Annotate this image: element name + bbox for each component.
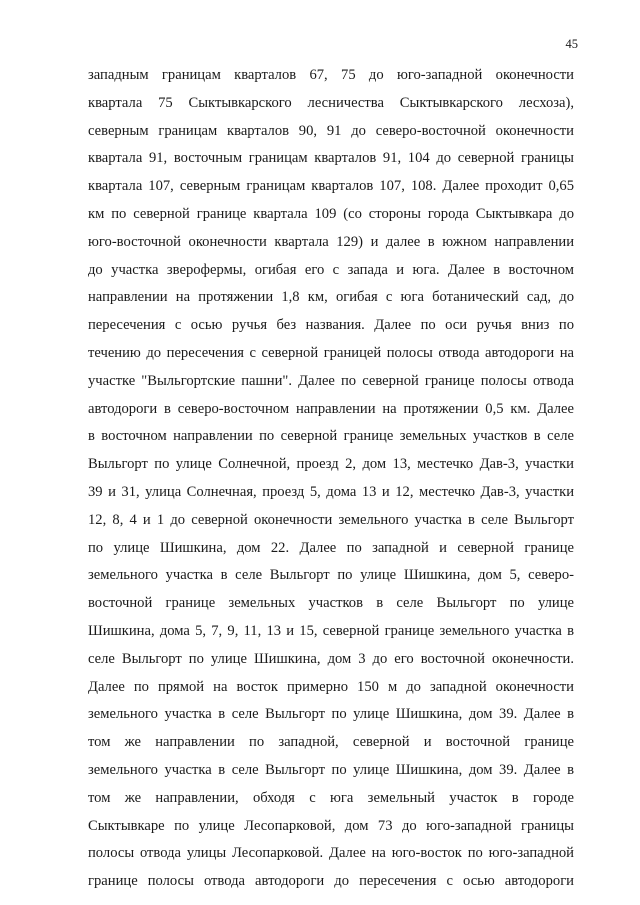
text-line: земельного участка в селе Выльгорт по улице Шишкина, дом 39. Далее в: [88, 761, 574, 778]
text-line: земельного участка в селе Выльгорт по улице Шишкина, дом 5, северо-: [88, 567, 574, 584]
body-text: [88, 62, 574, 896]
text-line: том же направлении, обходя с юга земельный участок в городе: [88, 789, 574, 806]
text-line: по улице Шишкина, дом 22. Далее по западной и северной границе: [88, 539, 574, 556]
text-line: Выльгорт по улице Солнечной, проезд 2, дом 13, местечко Дав-3, участки: [88, 456, 574, 473]
text-line: северным границам кварталов 90, 91 до северо-восточной оконечности: [88, 122, 574, 139]
text-line: км по северной границе квартала 109 (со стороны города Сыктывкара до: [88, 205, 574, 222]
page-number: 45: [565, 37, 578, 51]
text-line: земельного участка в селе Выльгорт по улице Шишкина, дом 39. Далее в: [88, 706, 574, 723]
text-line: Далее по прямой на восток примерно 150 м до западной оконечности: [88, 678, 574, 695]
text-line: квартала 75 Сыктывкарского лесничества Сыктывкарского лесхоза),: [88, 94, 574, 111]
text-line: 12, 8, 4 и 1 до северной оконечности земельного участка в селе Выльгорт: [88, 511, 574, 528]
text-line: направлении на протяжении 1,8 км, огибая с юга ботанический сад, до: [88, 289, 574, 306]
text-line: границе полосы отвода автодороги до пересечения с осью автодороги: [88, 873, 574, 890]
text-line: Шишкина, дома 5, 7, 9, 11, 13 и 15, северной границе земельного участка в: [88, 622, 574, 639]
text-line: юго-восточной оконечности квартала 129) и далее в южном направлении: [88, 233, 574, 250]
text-line: автодороги в северо-восточном направлении на протяжении 0,5 км. Далее: [88, 400, 574, 417]
text-line: 39 и 31, улица Солнечная, проезд 5, дома 13 и 12, местечко Дав-3, участки: [88, 483, 574, 500]
text-line: Сыктывкаре по улице Лесопарковой, дом 73 до юго-западной границы: [88, 817, 574, 834]
text-line: пересечения с осью ручья без названия. Далее по оси ручья вниз по: [88, 317, 574, 334]
text-line: течению до пересечения с северной границей полосы отвода автодороги на: [88, 344, 574, 361]
text-line: селе Выльгорт по улице Шишкина, дом 3 до его восточной оконечности.: [88, 650, 574, 667]
text-line: том же направлении по западной, северной и восточной границе: [88, 734, 574, 751]
text-line: в восточном направлении по северной границе земельных участков в селе: [88, 428, 574, 445]
text-line: западным границам кварталов 67, 75 до юго-западной оконечности: [88, 67, 574, 83]
text-line: восточной границе земельных участков в селе Выльгорт по улице: [88, 595, 574, 612]
text-line: квартала 91, восточным границам кварталов 91, 104 до северной границы: [88, 150, 574, 167]
text-line: участке "Выльгортские пашни". Далее по северной границе полосы отвода: [88, 372, 574, 389]
text-line: полосы отвода улицы Лесопарковой. Далее на юго-восток по юго-западной: [88, 845, 574, 862]
text-line: до участка зверофермы, огибая его с запада и юга. Далее в восточном: [88, 261, 574, 278]
text-line: квартала 107, северным границам кварталов 107, 108. Далее проходит 0,65: [88, 178, 574, 195]
